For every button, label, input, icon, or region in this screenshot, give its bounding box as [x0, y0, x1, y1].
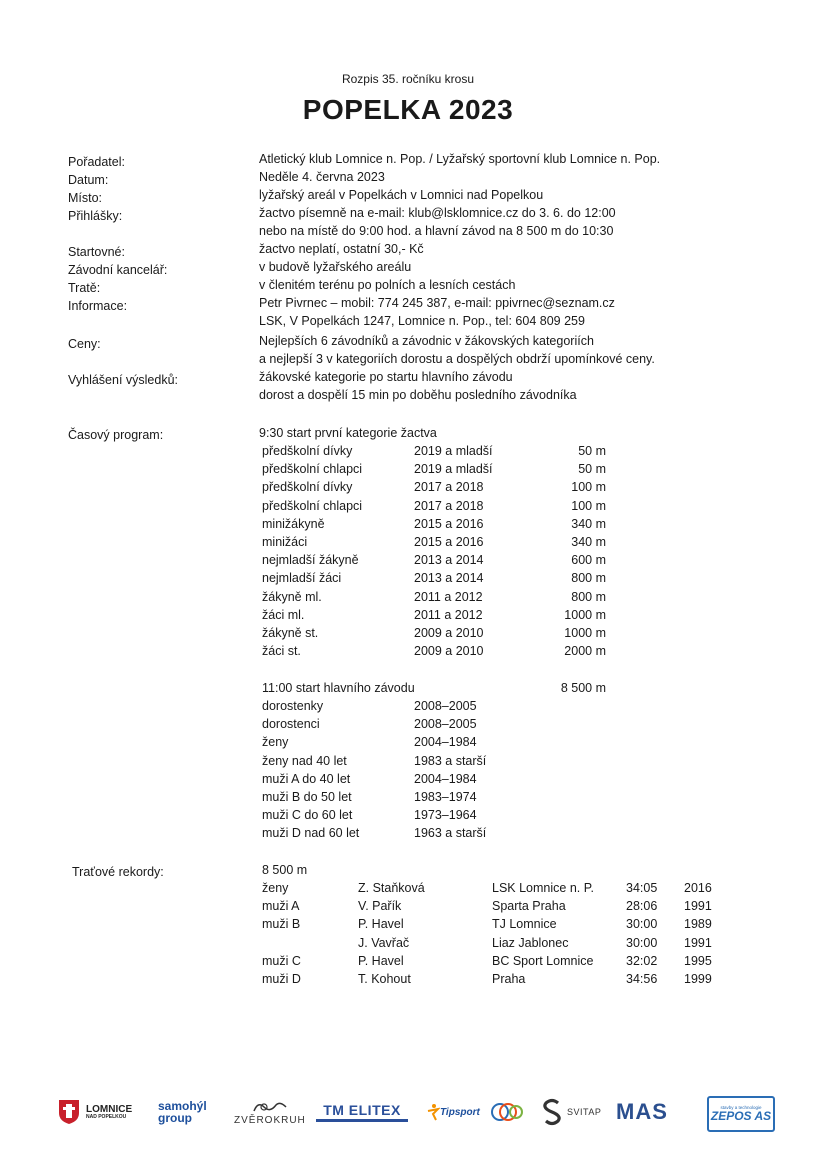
record-year: 2016 [684, 881, 712, 895]
info-label: Závodní kancelář: [68, 263, 168, 277]
main-category: dorostenci [262, 717, 320, 732]
info-label: Startovné: [68, 245, 125, 259]
junior-category: nejmladší žákyně [262, 553, 359, 568]
junior-years: 2011 a 2012 [414, 589, 483, 604]
svitap-s-icon [540, 1097, 564, 1127]
record-club: Praha [492, 972, 526, 986]
tm-elitex-stripe-icon [316, 1118, 408, 1123]
main-years: 2004–1984 [414, 735, 477, 750]
record-time: 30:00 [626, 917, 658, 932]
info-value: a nejlepší 3 v kategoriích dorostu a dospělých obdrží upomínkové ceny. [259, 352, 655, 366]
info-value: LSK, V Popelkách 1247, Lomnice n. Pop., tel: 604 809 259 [259, 314, 585, 328]
zepos-top-text: stavby a technologie [720, 1104, 762, 1110]
lomnice-shield-icon [58, 1099, 80, 1125]
zverokruh-text: ZVĚROKRUH [234, 1114, 306, 1126]
junior-distance: 340 m [571, 516, 606, 531]
zverokruh-swirl-icon [250, 1099, 290, 1115]
record-club: Liaz Jablonec [492, 935, 569, 950]
main-years: 2008–2005 [414, 717, 477, 732]
records-label: Traťové rekordy: [72, 865, 164, 879]
info-value: Neděle 4. června 2023 [259, 170, 385, 184]
info-label: Přihlášky: [68, 209, 123, 223]
main-category: dorostenky [262, 699, 324, 713]
junior-distance: 800 m [571, 571, 606, 586]
junior-category: žáci ml. [262, 607, 305, 622]
record-name: P. Havel [358, 917, 404, 932]
junior-category: žákyně st. [262, 626, 319, 640]
junior-category: minižákyně [262, 516, 325, 531]
info-value: dorost a dospělí 15 min po doběhu posledního závodníka [259, 388, 577, 402]
junior-distance: 340 m [571, 535, 606, 549]
info-value: v budově lyžařského areálu [259, 260, 412, 274]
cus-logo [490, 1092, 524, 1132]
info-value: Nejlepších 6 závodníků a závodnic v žákovských kategoriích [259, 334, 594, 348]
junior-category: předškolní dívky [262, 480, 353, 495]
record-club: BC Sport Lomnice [492, 953, 594, 968]
info-value: Atletický klub Lomnice n. Pop. / Lyžařský sportovní klub Lomnice n. Pop. [259, 152, 661, 166]
cus-rings-icon [490, 1100, 524, 1124]
tipsport-logo [426, 1092, 480, 1132]
junior-years: 2011 a 2012 [414, 607, 483, 622]
main-years: 2008–2005 [414, 699, 477, 713]
program-main-distance: 8 500 m [560, 681, 606, 695]
record-club: Sparta Praha [492, 899, 566, 914]
record-time: 32:02 [626, 953, 658, 968]
record-year: 1989 [684, 917, 712, 932]
junior-distance: 100 m [571, 480, 606, 495]
tipsport-figure-icon [426, 1103, 440, 1121]
junior-category: předškolní chlapci [262, 462, 363, 477]
junior-category: nejmladší žáci [262, 571, 342, 586]
mas-logo [616, 1092, 668, 1132]
svitap-logo [540, 1092, 601, 1132]
tm-elitex-text: TM ELITEX [323, 1101, 401, 1118]
junior-category: žáci st. [262, 644, 301, 659]
info-value: nebo na místě do 9:00 hod. a hlavní závod na 8 500 m do 10:30 [259, 224, 614, 238]
lomnice-logo [58, 1092, 132, 1132]
info-value: lyžařský areál v Popelkách v Lomnici nad Popelkou [259, 188, 544, 202]
record-time: 34:05 [626, 881, 658, 895]
junior-category: minižáci [262, 535, 308, 549]
record-category: ženy [262, 881, 289, 895]
record-time: 34:56 [626, 972, 658, 986]
record-year: 1995 [684, 953, 712, 968]
svitap-text: SVITAP [567, 1107, 602, 1117]
main-years: 1973–1964 [414, 808, 477, 823]
junior-years: 2009 a 2010 [414, 644, 484, 659]
program-main-heading: 11:00 start hlavního závodu [262, 681, 415, 695]
zepos-text: ZEPOS AS [710, 1109, 772, 1124]
junior-distance: 1000 m [564, 626, 606, 640]
main-years: 1963 a starší [414, 826, 487, 841]
junior-years: 2013 a 2014 [414, 571, 484, 586]
junior-distance: 100 m [571, 498, 606, 513]
sponsor-logos [0, 1092, 816, 1132]
junior-distance: 50 m [578, 462, 606, 477]
junior-years: 2017 a 2018 [414, 498, 484, 513]
junior-distance: 50 m [578, 444, 606, 458]
program-label: Časový program: [68, 428, 164, 442]
info-label: Pořadatel: [68, 155, 125, 169]
record-club: LSK Lomnice n. P. [492, 881, 594, 895]
main-years: 1983 a starší [414, 753, 487, 768]
info-value: žactvo neplatí, ostatní 30,- Kč [259, 242, 424, 256]
info-label: Vyhlášení výsledků: [68, 373, 179, 387]
record-year: 1991 [684, 935, 712, 950]
tipsport-text: Tipsport [440, 1106, 480, 1118]
junior-distance: 1000 m [564, 607, 606, 622]
samohyl-text: samohýl [158, 1099, 207, 1113]
record-category: muži A [262, 899, 300, 914]
record-year: 1991 [684, 899, 712, 914]
record-name: J. Vavřač [358, 935, 410, 950]
info-label: Datum: [68, 173, 109, 187]
samohyl-group-text: group [158, 1111, 192, 1125]
zepos-logo [707, 1096, 775, 1132]
mas-text: MAS [616, 1099, 668, 1124]
junior-distance: 600 m [571, 553, 606, 568]
document-subtitle: Rozpis 35. ročníku krosu [341, 72, 475, 86]
record-year: 1999 [684, 972, 712, 986]
program-junior-heading: 9:30 start první kategorie žactva [259, 426, 437, 440]
info-value: žactvo písemně na e-mail: klub@lsklomnice.cz do 3. 6. do 12:00 [259, 206, 616, 220]
main-category: muži B do 50 let [262, 790, 352, 804]
record-name: Z. Staňková [358, 881, 425, 895]
main-category: ženy [262, 735, 289, 750]
junior-distance: 2000 m [564, 644, 606, 659]
main-category: muži A do 40 let [262, 771, 351, 786]
junior-years: 2019 a mladší [414, 444, 493, 458]
junior-category: předškolní chlapci [262, 498, 363, 513]
record-time: 30:00 [626, 935, 658, 950]
main-years: 1983–1974 [414, 790, 477, 804]
junior-distance: 800 m [571, 589, 606, 604]
info-value: žákovské kategorie po startu hlavního závodu [259, 370, 513, 384]
main-years: 2004–1984 [414, 771, 477, 786]
record-name: P. Havel [358, 953, 404, 968]
record-category: muži C [262, 953, 301, 968]
junior-years: 2009 a 2010 [414, 626, 484, 640]
junior-years: 2017 a 2018 [414, 480, 484, 495]
junior-years: 2015 a 2016 [414, 535, 484, 549]
record-club: TJ Lomnice [492, 917, 557, 932]
records-distance: 8 500 m [262, 863, 308, 877]
lomnice-text: LOMNICE [86, 1103, 133, 1115]
info-label: Ceny: [68, 337, 101, 351]
info-label: Informace: [68, 299, 128, 313]
junior-years: 2013 a 2014 [414, 553, 484, 568]
tm-elitex-logo [316, 1092, 408, 1132]
record-name: V. Pařík [358, 899, 402, 914]
main-category: muži D nad 60 let [262, 826, 360, 841]
main-category: ženy nad 40 let [262, 753, 347, 768]
info-label: Místo: [68, 191, 103, 205]
record-category: muži B [262, 917, 301, 932]
main-category: muži C do 60 let [262, 808, 353, 823]
record-category: muži D [262, 972, 301, 986]
junior-years: 2015 a 2016 [414, 516, 484, 531]
info-value: Petr Pivrnec – mobil: 774 245 387, e-mail: ppivrnec@seznam.cz [259, 296, 615, 310]
lomnice-subtext: NAD POPELKOU [86, 1113, 127, 1120]
junior-years: 2019 a mladší [414, 462, 493, 477]
junior-category: žákyně ml. [262, 589, 322, 604]
samohyl-logo [158, 1092, 207, 1132]
zverokruh-logo [234, 1092, 306, 1132]
junior-category: předškolní dívky [262, 444, 353, 458]
record-name: T. Kohout [358, 972, 411, 986]
document-title: POPELKA 2023 [302, 94, 514, 125]
record-time: 28:06 [626, 899, 658, 914]
info-value: v členitém terénu po polních a lesních cestách [259, 278, 516, 292]
info-label: Tratě: [68, 281, 101, 295]
